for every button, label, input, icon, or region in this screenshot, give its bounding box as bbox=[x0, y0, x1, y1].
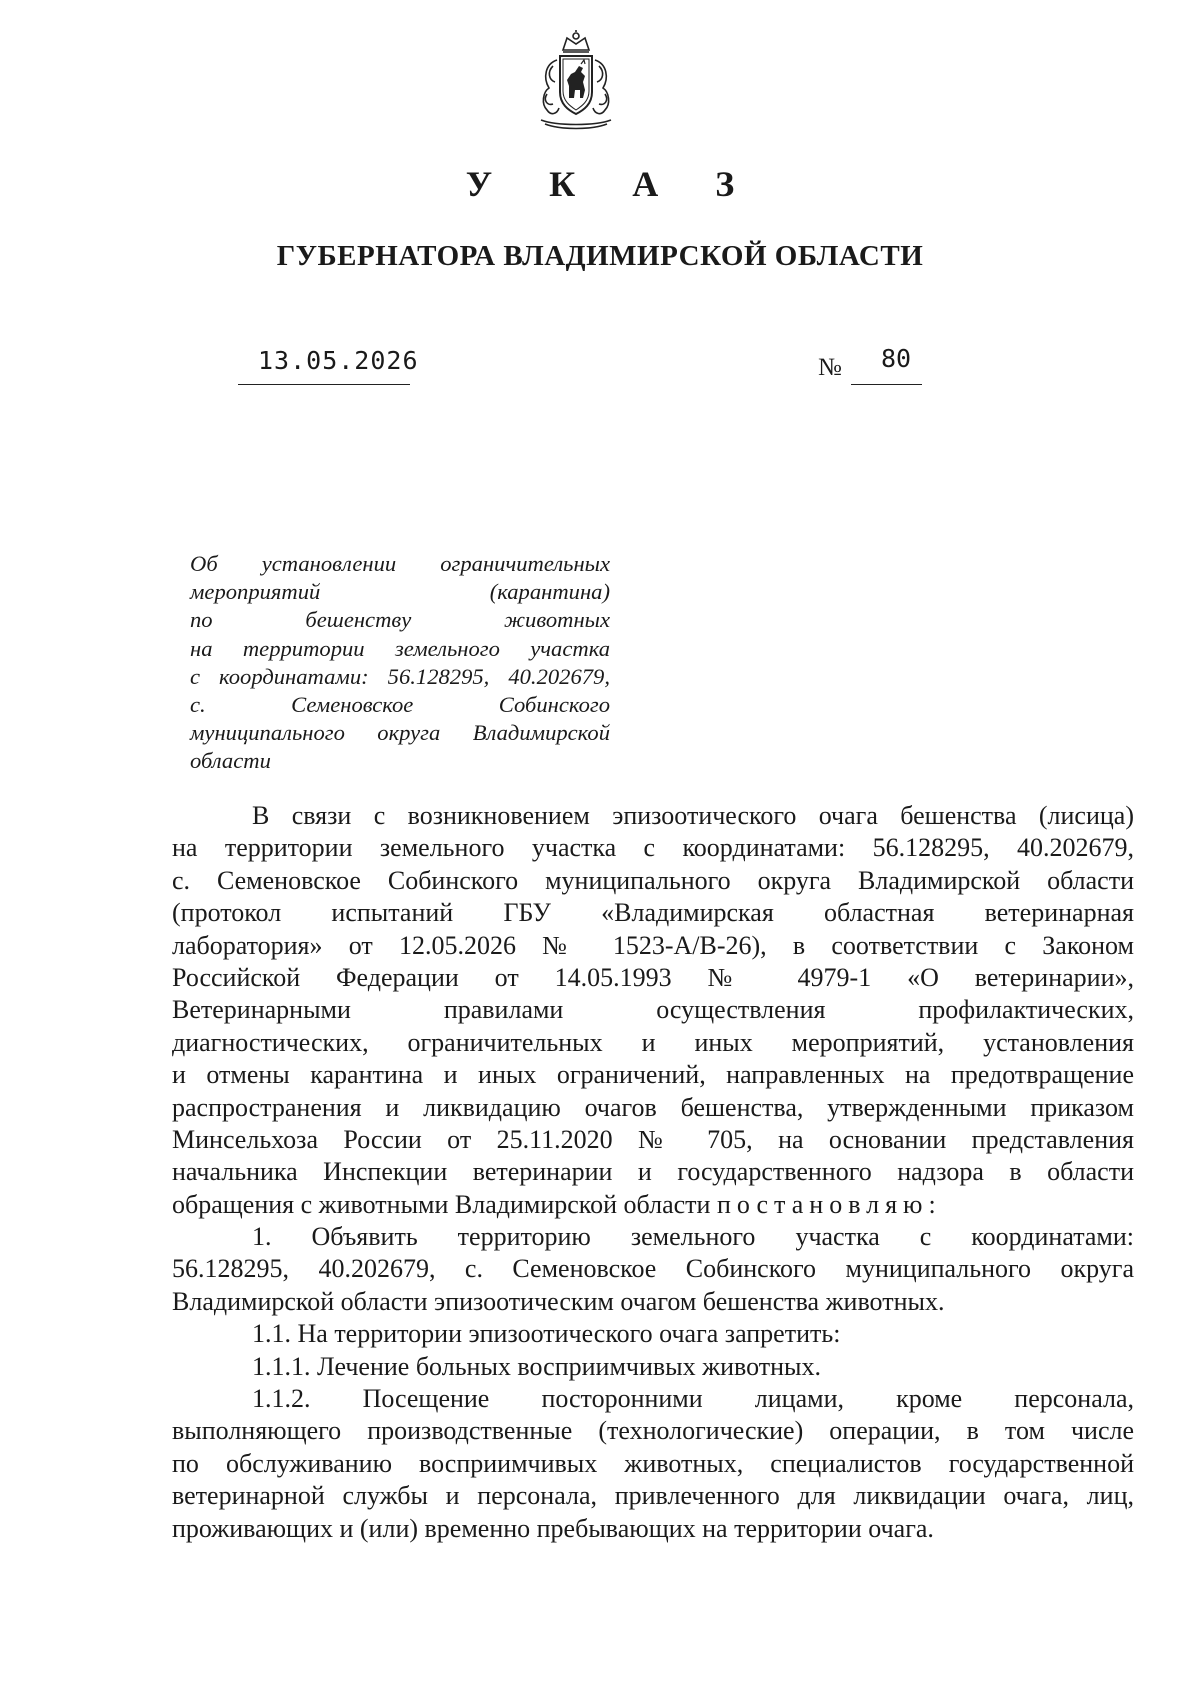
preamble-line: с. Семеновское Собинского муниципального округа Владимирской области bbox=[172, 865, 1134, 895]
document-body bbox=[172, 800, 1134, 1545]
subject-line: муниципального округа Владимирской bbox=[190, 720, 610, 746]
preamble-line: В связи с возникновением эпизоотического очага бешенства (лисица) bbox=[252, 801, 1134, 830]
preamble-line: лаборатория» от 12.05.2026 № 1523-А/В-26), в соответствии с Законом bbox=[172, 930, 1134, 960]
preamble-line: Российской Федерации от 14.05.1993 № 4979-1 «О ветеринарии», bbox=[172, 962, 1134, 992]
preamble-line: на территории земельного участка с координатами: 56.128295, 40.202679, bbox=[172, 833, 1134, 863]
preamble-line: диагностических, ограничительных и иных мероприятий, установления bbox=[172, 1027, 1134, 1057]
preamble-line: (протокол испытаний ГБУ «Владимирская областная ветеринарная bbox=[172, 898, 1134, 928]
item-1-line: 1. Объявить территорию земельного участка с координатами: bbox=[252, 1222, 1134, 1252]
subject-line: Об установлении ограничительных bbox=[190, 551, 610, 576]
document-number: 80 bbox=[881, 344, 912, 373]
subject-line: области bbox=[190, 748, 271, 774]
item-1-1-2-line: по обслуживанию восприимчивых животных, специалистов государственной bbox=[172, 1448, 1134, 1478]
item-1-1: 1.1. На территории эпизоотического очага запретить: bbox=[252, 1319, 841, 1349]
decree-word: постановляю: bbox=[716, 1189, 942, 1219]
preamble-line: и отмены карантина и иных ограничений, направленных на предотвращение bbox=[172, 1060, 1134, 1090]
subject-line: на территории земельного участка bbox=[190, 635, 610, 661]
date-field bbox=[238, 344, 419, 385]
item-1-1-2-line: 1.1.2. Посещение посторонними лицами, кроме персонала, bbox=[252, 1384, 1134, 1414]
issuer-title: ГУБЕРНАТОРА ВЛАДИМИРСКОЙ ОБЛАСТИ bbox=[276, 240, 924, 272]
preamble-line: Ветеринарными правилами осуществления профилактических, bbox=[172, 995, 1134, 1025]
preamble-line: начальника Инспекции ветеринарии и государственного надзора в области bbox=[172, 1157, 1134, 1187]
subject-line: с. Семеновское Собинского bbox=[190, 692, 610, 718]
preamble-line: Минсельхоза России от 25.11.2020 № 705, на основании представления bbox=[172, 1124, 1134, 1154]
document-type-title: У К А З bbox=[465, 164, 759, 204]
subject-line: с координатами: 56.128295, 40.202679, bbox=[190, 663, 610, 689]
preamble-line: распространения и ликвидацию очагов бешенства, утвержденными приказом bbox=[172, 1092, 1134, 1122]
item-1-line: 56.128295, 40.202679, с. Семеновское Собинского муниципального округа bbox=[172, 1254, 1134, 1284]
item-1-1-2-line: выполняющего производственные (технологические) операции, в том числе bbox=[172, 1416, 1134, 1446]
item-1-1-2-line: ветеринарной службы и персонала, привлеченного для ликвидации очага, лиц, bbox=[172, 1481, 1134, 1511]
subject-line: по бешенству животных bbox=[190, 607, 610, 633]
document-date: 13.05.2026 bbox=[258, 346, 419, 375]
item-1-1-1: 1.1.1. Лечение больных восприимчивых животных. bbox=[252, 1351, 822, 1381]
number-field bbox=[851, 344, 922, 385]
number-label: № bbox=[818, 354, 842, 381]
document-subject bbox=[190, 550, 610, 776]
item-1-line: Владимирской области эпизоотическим очагом бешенства животных. bbox=[172, 1286, 945, 1316]
preamble-line-text: обращения с животными Владимирской области bbox=[172, 1189, 717, 1219]
coat-of-arms-icon bbox=[527, 30, 625, 132]
subject-line: мероприятий (карантина) bbox=[190, 579, 610, 605]
preamble-last-line bbox=[172, 1189, 1134, 1221]
item-1-1-2-line: проживающих и (или) временно пребывающих на территории очага. bbox=[172, 1513, 934, 1543]
